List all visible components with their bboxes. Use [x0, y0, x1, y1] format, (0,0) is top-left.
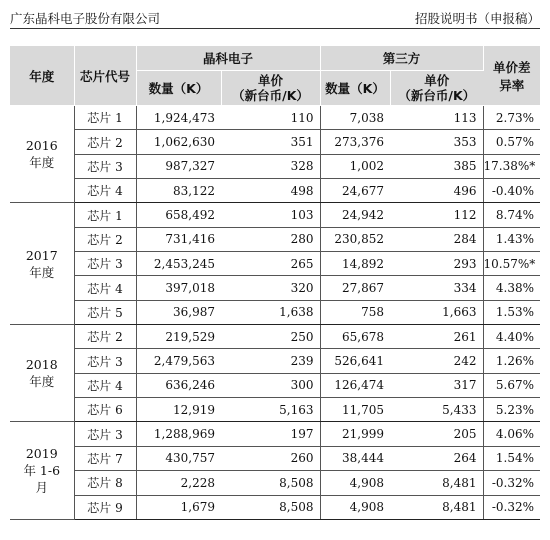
price-diff-cell: 1.54% [483, 446, 540, 470]
price-diff-cell: 1.53% [483, 300, 540, 324]
qty-third-cell: 4,908 [320, 471, 390, 495]
year-label-line: 2019 [25, 446, 58, 462]
qty-self-cell: 83,122 [136, 179, 221, 203]
price-self-cell: 110 [221, 106, 320, 130]
table-row [10, 325, 540, 349]
table-row [10, 300, 540, 324]
table-header [10, 46, 540, 106]
price-self-cell: 239 [221, 349, 320, 373]
price-third-cell: 317 [390, 373, 483, 397]
qty-self-cell: 12,919 [136, 398, 221, 422]
price-third-cell: 264 [390, 446, 483, 470]
chip-code-cell: 芯片 4 [74, 179, 136, 203]
chip-code-cell: 芯片 4 [74, 373, 136, 397]
price-self-cell: 250 [221, 325, 320, 349]
page-header [10, 0, 540, 29]
year-cell [10, 203, 74, 325]
header-price-third-line2: （新台币/K） [398, 88, 476, 103]
price-third-cell: 113 [390, 106, 483, 130]
price-diff-cell: 4.38% [483, 276, 540, 300]
chip-code-cell: 芯片 3 [74, 252, 136, 276]
year-label-line: 年度 [29, 374, 55, 390]
qty-self-cell: 2,479,563 [136, 349, 221, 373]
header-price-diff-line1: 单价差 [493, 59, 531, 75]
table-row [10, 276, 540, 300]
price-self-cell: 351 [221, 130, 320, 154]
price-comparison-table [10, 46, 540, 520]
price-diff-cell: 5.67% [483, 373, 540, 397]
table-row [10, 154, 540, 178]
price-third-cell: 8,481 [390, 471, 483, 495]
table-row [10, 495, 540, 519]
price-third-cell: 334 [390, 276, 483, 300]
price-self-cell: 300 [221, 373, 320, 397]
qty-third-cell: 273,376 [320, 130, 390, 154]
price-third-cell: 496 [390, 179, 483, 203]
chip-code-cell: 芯片 5 [74, 300, 136, 324]
table-row [10, 349, 540, 373]
price-third-cell: 8,481 [390, 495, 483, 519]
qty-self-cell: 731,416 [136, 227, 221, 251]
qty-third-cell: 24,942 [320, 203, 390, 227]
price-self-cell: 5,163 [221, 398, 320, 422]
chip-code-cell: 芯片 1 [74, 106, 136, 130]
year-label-line: 2017 [25, 247, 58, 263]
price-diff-cell: 17.38%* [483, 154, 540, 178]
year-label-line: 2018 [25, 357, 58, 373]
chip-code-cell: 芯片 8 [74, 471, 136, 495]
chip-code-cell: 芯片 9 [74, 495, 136, 519]
price-diff-cell: 10.57%* [483, 252, 540, 276]
price-self-cell: 265 [221, 252, 320, 276]
price-third-cell: 112 [390, 203, 483, 227]
chip-code-cell: 芯片 4 [74, 276, 136, 300]
price-self-cell: 498 [221, 179, 320, 203]
chip-code-cell: 芯片 3 [74, 349, 136, 373]
chip-code-cell: 芯片 2 [74, 227, 136, 251]
year-cell [10, 106, 74, 203]
table-row [10, 252, 540, 276]
table-row [10, 446, 540, 470]
chip-code-cell: 芯片 3 [74, 422, 136, 446]
chip-code-cell: 芯片 6 [74, 398, 136, 422]
year-label-line: 年度 [29, 155, 55, 171]
chip-code-cell: 芯片 2 [74, 325, 136, 349]
qty-third-cell: 14,892 [320, 252, 390, 276]
price-diff-cell: 5.23% [483, 398, 540, 422]
table-row [10, 106, 540, 130]
chip-code-cell: 芯片 2 [74, 130, 136, 154]
qty-self-cell: 658,492 [136, 203, 221, 227]
qty-third-cell: 230,852 [320, 227, 390, 251]
table-row [10, 422, 540, 446]
price-self-cell: 320 [221, 276, 320, 300]
price-self-cell: 197 [221, 422, 320, 446]
price-third-cell: 385 [390, 154, 483, 178]
qty-self-cell: 1,288,969 [136, 422, 221, 446]
qty-third-cell: 21,999 [320, 422, 390, 446]
price-self-cell: 260 [221, 446, 320, 470]
qty-self-cell: 36,987 [136, 300, 221, 324]
price-third-cell: 205 [390, 422, 483, 446]
qty-third-cell: 38,444 [320, 446, 390, 470]
price-self-cell: 8,508 [221, 495, 320, 519]
qty-self-cell: 2,228 [136, 471, 221, 495]
header-group-self: 晶科电子 [136, 46, 320, 71]
qty-self-cell: 430,757 [136, 446, 221, 470]
header-price-third-line1: 单价 [424, 73, 450, 88]
header-price-self [221, 71, 320, 106]
table-body [10, 106, 540, 520]
qty-third-cell: 24,677 [320, 179, 390, 203]
header-price-self-line1: 单价 [258, 73, 284, 88]
qty-third-cell: 11,705 [320, 398, 390, 422]
price-diff-cell: -0.40% [483, 179, 540, 203]
price-diff-cell: 1.43% [483, 227, 540, 251]
qty-self-cell: 987,327 [136, 154, 221, 178]
year-label-line: 2016 [25, 138, 58, 154]
qty-self-cell: 1,062,630 [136, 130, 221, 154]
price-third-cell: 242 [390, 349, 483, 373]
qty-third-cell: 1,002 [320, 154, 390, 178]
price-third-cell: 1,663 [390, 300, 483, 324]
qty-third-cell: 4,908 [320, 495, 390, 519]
chip-code-cell: 芯片 7 [74, 446, 136, 470]
qty-self-cell: 397,018 [136, 276, 221, 300]
price-diff-cell: -0.32% [483, 471, 540, 495]
header-price-diff [483, 46, 540, 106]
price-third-cell: 353 [390, 130, 483, 154]
table-row [10, 227, 540, 251]
price-self-cell: 1,638 [221, 300, 320, 324]
table-row [10, 203, 540, 227]
year-cell [10, 422, 74, 519]
qty-third-cell: 7,038 [320, 106, 390, 130]
qty-third-cell: 526,641 [320, 349, 390, 373]
year-label-line: 年 1-6 [23, 463, 61, 479]
price-self-cell: 103 [221, 203, 320, 227]
price-third-cell: 5,433 [390, 398, 483, 422]
table-row [10, 130, 540, 154]
price-diff-cell: 2.73% [483, 106, 540, 130]
price-diff-cell: 8.74% [483, 203, 540, 227]
header-price-third [390, 71, 483, 106]
price-diff-cell: 0.57% [483, 130, 540, 154]
footnote-line [10, 528, 540, 540]
year-label-line: 年度 [29, 264, 55, 280]
company-name: 广东晶科电子股份有限公司 [10, 11, 161, 26]
qty-third-cell: 758 [320, 300, 390, 324]
year-cell [10, 325, 74, 422]
table-row [10, 398, 540, 422]
price-diff-cell: 1.26% [483, 349, 540, 373]
qty-self-cell: 219,529 [136, 325, 221, 349]
header-year: 年度 [10, 46, 74, 106]
price-self-cell: 328 [221, 154, 320, 178]
price-diff-cell: 4.06% [483, 422, 540, 446]
qty-self-cell: 1,924,473 [136, 106, 221, 130]
chip-code-cell: 芯片 1 [74, 203, 136, 227]
qty-self-cell: 636,246 [136, 373, 221, 397]
price-third-cell: 293 [390, 252, 483, 276]
price-diff-cell: -0.32% [483, 495, 540, 519]
price-third-cell: 261 [390, 325, 483, 349]
table-row [10, 373, 540, 397]
table-row [10, 471, 540, 495]
qty-self-cell: 2,453,245 [136, 252, 221, 276]
header-price-self-line2: （新台币/K） [232, 88, 309, 103]
qty-third-cell: 126,474 [320, 373, 390, 397]
year-label-line: 月 [35, 480, 48, 496]
price-self-cell: 280 [221, 227, 320, 251]
price-diff-cell: 4.40% [483, 325, 540, 349]
table-row [10, 179, 540, 203]
document-title: 招股说明书（申报稿） [414, 11, 540, 26]
header-qty-third: 数量（K） [320, 71, 390, 106]
price-third-cell: 284 [390, 227, 483, 251]
price-self-cell: 8,508 [221, 471, 320, 495]
header-price-diff-line2: 异率 [499, 77, 525, 93]
header-group-third-party: 第三方 [320, 46, 483, 71]
header-chip-code: 芯片代号 [74, 46, 136, 106]
qty-third-cell: 27,867 [320, 276, 390, 300]
chip-code-cell: 芯片 3 [74, 154, 136, 178]
qty-self-cell: 1,679 [136, 495, 221, 519]
qty-third-cell: 65,678 [320, 325, 390, 349]
header-qty-self: 数量（K） [136, 71, 221, 106]
